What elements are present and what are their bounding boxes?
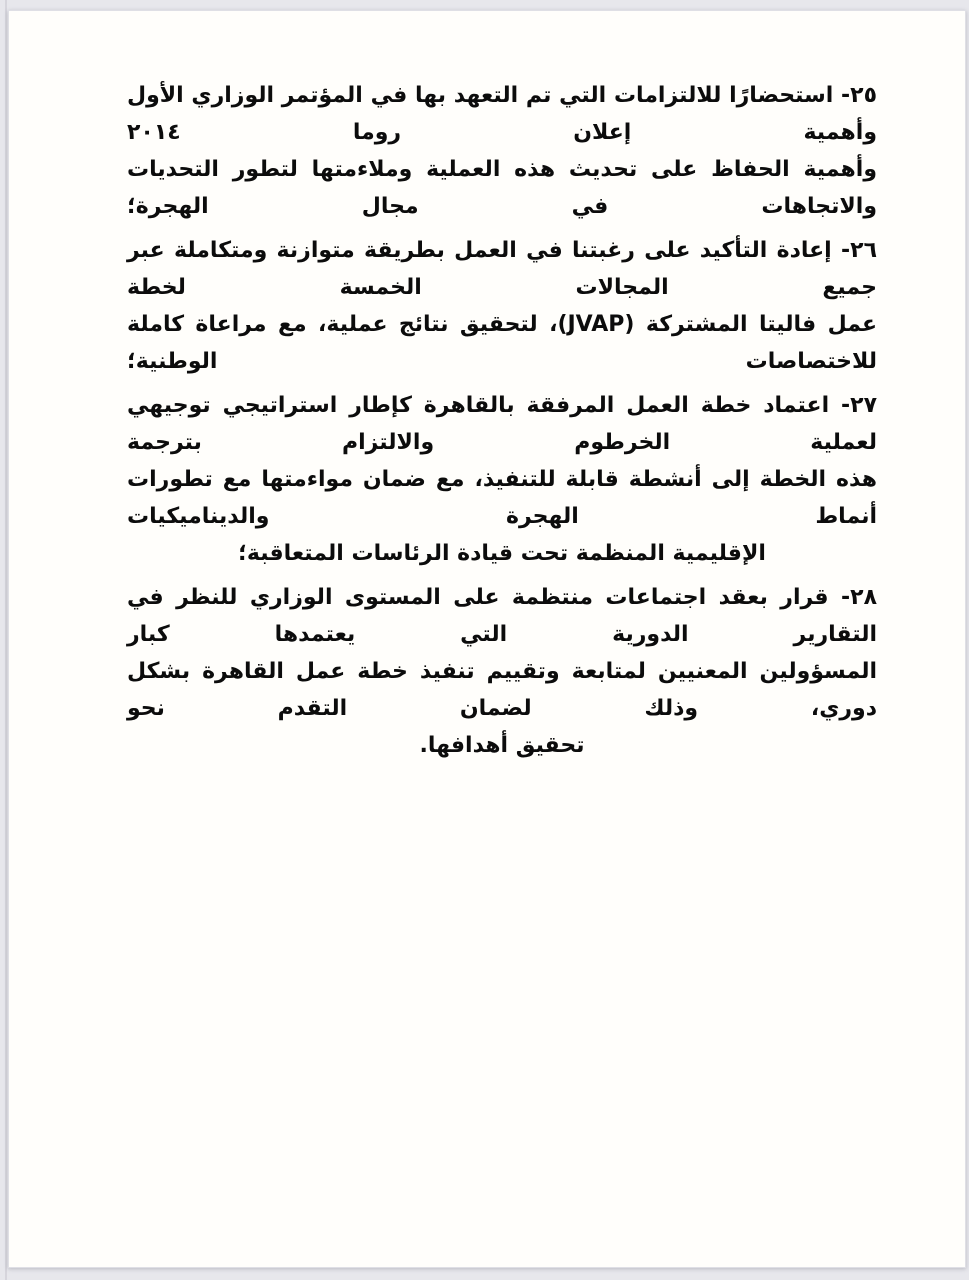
document-text-block <box>127 77 877 771</box>
paragraph-٢٦ <box>127 232 877 380</box>
paragraph-٢٧ <box>127 387 877 572</box>
paragraph-٢٥-line-2: وأهمية الحفاظ على تحديث هذه العملية وملاءمتها لتطور التحديات والاتجاهات في مجال الهجرة؛ <box>127 157 877 219</box>
paragraph-٢٨-line-3: تحقيق أهدافها. <box>419 733 585 758</box>
paragraph-٢٧-line-1: ٢٧- اعتماد خطة العمل المرفقة بالقاهرة كإطار استراتيجي توجيهي لعملية الخرطوم والالتزام بترجمة <box>127 393 877 455</box>
paragraph-٢٨-line-2: المسؤولين المعنيين لمتابعة وتقييم تنفيذ خطة عمل القاهرة بشكل دوري، وذلك لضمان التقدم نحو <box>127 659 877 721</box>
paragraph-٢٨ <box>127 579 877 764</box>
paragraph-٢٧-line-2: هذه الخطة إلى أنشطة قابلة للتنفيذ، مع ضمان مواءمتها مع تطورات أنماط الهجرة والديناميكيات <box>127 467 877 529</box>
paragraph-٢٨-line-1: ٢٨- قرار بعقد اجتماعات منتظمة على المستوى الوزاري للنظر في التقارير الدورية التي يعتمدها كبار <box>127 585 877 647</box>
paragraph-٢٦-line-1: ٢٦- إعادة التأكيد على رغبتنا في العمل بطريقة متوازنة ومتكاملة عبر جميع المجالات الخمسة لخطة <box>127 238 877 300</box>
document-page <box>8 10 966 1268</box>
paragraph-٢٥-line-1: ٢٥- استحضارًا للالتزامات التي تم التعهد بها في المؤتمر الوزاري الأول وأهمية إعلان روما ٢٠١٤ <box>127 83 877 145</box>
paragraph-٢٥ <box>127 77 877 225</box>
paragraph-٢٧-line-3: الإقليمية المنظمة تحت قيادة الرئاسات المتعاقبة؛ <box>238 541 766 566</box>
paragraph-٢٦-line-2: عمل فاليتا المشتركة (JVAP)، لتحقيق نتائج عملية، مع مراعاة كاملة للاختصاصات الوطنية؛ <box>127 312 877 374</box>
